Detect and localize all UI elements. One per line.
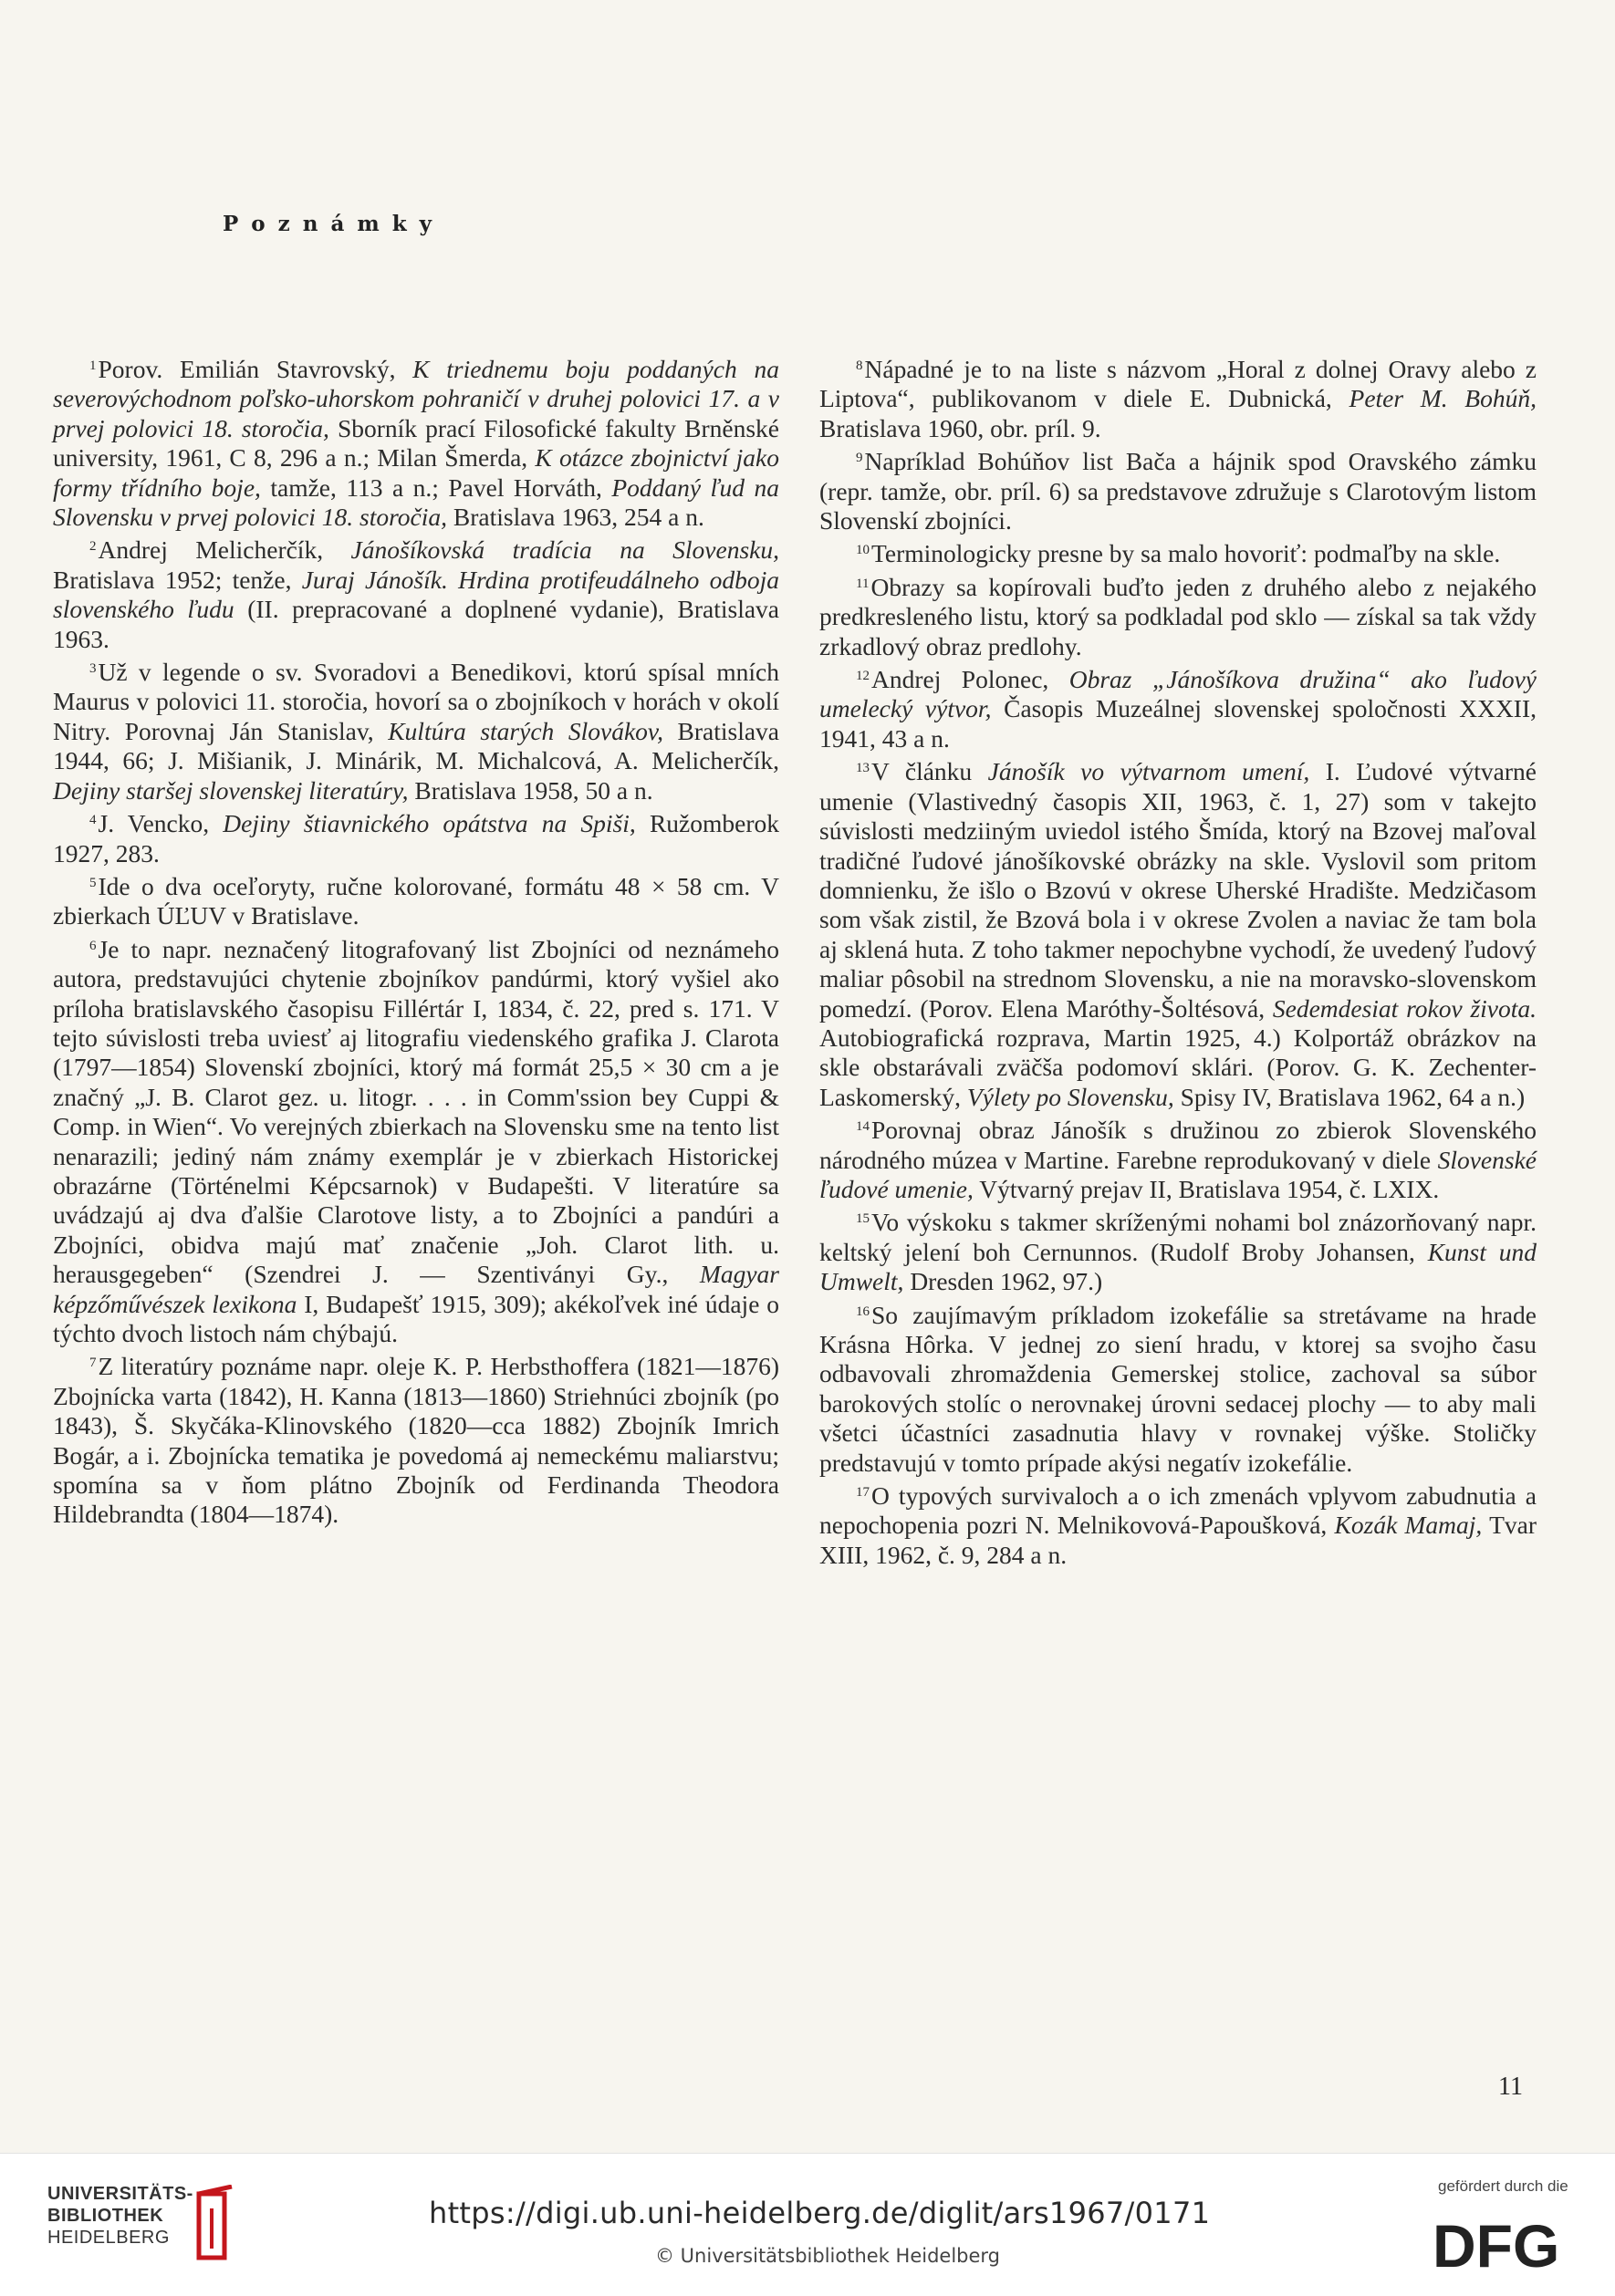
library-city: HEIDELBERG (47, 2228, 170, 2248)
footnote-text: Andrej Polonec, Obraz „Jánošíkova družina“ ako ľudový umelecký výtvor, Časopis Muzeálnej slovenskej spoločnosti XXXII, 1941, 43 a n. (819, 665, 1537, 753)
footnote-number: 16 (856, 1304, 870, 1319)
notes-column-right (819, 351, 1537, 1570)
footnote-text: Napríklad Bohúňov list Bača a hájnik spod Oravského zámku (repr. tamže, obr. príl. 6) sa predstavove združuje s Clarotovým listom Slovenskí zbojníci. (819, 447, 1537, 535)
library-name-line2: BIBLIOTHEK (47, 2206, 164, 2226)
footnote-12 (819, 661, 1537, 753)
footnote-text: Z literatúry poznáme napr. oleje K. P. Herbsthoffera (1821—1876) Zbojnícka varta (1842), H. Kanna (1813—1860) Striehnúci zbojník (po 1843), Š. Skyčáka-Klinovského (1820—cca 1882) Zbojník Imrich Bogár, a i. Zbojnícka tematika je povedomá aj nemeckému maliarstvu; spomína sa v ňom plátno Zbojník od Ferdinanda Theodora Hildebrandta (1804—1874). (53, 1352, 779, 1529)
footnote-number: 9 (856, 451, 863, 466)
library-emblem-icon (195, 2185, 237, 2263)
footnote-text: Obrazy sa kopírovali buďto jeden z druhého alebo z nejakého predkresleného listu, ktorý sa podkladal pod sklo — získal sa tak vždy zrkadlový obraz predlohy. (819, 572, 1537, 660)
footnote-1 (53, 351, 779, 532)
footnote-9 (819, 443, 1537, 535)
copyright-notice: © Universitätsbibliothek Heidelberg (655, 2245, 1001, 2267)
footnote-number: 6 (89, 938, 97, 953)
library-name-line1: UNIVERSITÄTS- (47, 2184, 193, 2204)
footnote-number: 5 (89, 875, 97, 890)
footnote-number: 15 (856, 1211, 870, 1227)
footnote-text: Porov. Emilián Stavrovský, K triednemu boju poddaných na severovýchodnom poľsko-uhorskom pohraničí v druhej polovici 17. a v prvej polovici 18. storočia, Sborník prací Filosofické fakulty Brněnské university, 1961, C 8, 296 a n.; Milan Šmerda, K otázce zbojnictví jako formy třídního boje, tamže, 113 a n.; Pavel Horváth, Poddaný ľud na Slovensku v prvej polovici 18. storočia, Bratislava 1963, 254 a n. (53, 355, 779, 532)
footnote-number: 14 (856, 1119, 870, 1135)
footnote-8 (819, 351, 1537, 443)
footnote-text: Porovnaj obraz Jánošík s družinou zo zbierok Slovenského národného múzea v Martine. Farebne reprodukovaný v diele Slovenské ľudové umenie, Výtvarný prejav II, Bratislava 1954, č. LXIX. (819, 1116, 1537, 1203)
footnote-text: Andrej Melicherčík, Jánošíkovská tradícia na Slovensku, Bratislava 1952; tenže, Juraj Jánošík. Hrdina protifeudálneho odboja slovenského ľudu (II. prepracované a doplnené vydanie), Bratislava 1963. (53, 535, 780, 653)
footnote-6 (53, 931, 779, 1349)
footnote-number: 3 (89, 661, 97, 677)
footnote-3 (53, 654, 779, 805)
footnote-17 (819, 1478, 1537, 1570)
footnote-11 (819, 569, 1537, 661)
footnote-number: 7 (89, 1356, 97, 1371)
footnote-number: 17 (856, 1485, 870, 1501)
footnote-16 (819, 1297, 1537, 1478)
footnote-number: 4 (89, 813, 97, 828)
footnote-text: So zaujímavým príkladom izokefálie sa stretávame na hrade Krásna Hôrka. V jednej zo siení hradu, v ktorej sa svojho času odbavovali zhromaždenia Gemerskej stolice, zachoval sa súbor barokových stolíc o nerovnakej úrovni sedacej plochy — to aby mali všetci účastníci zasadnutia hlavy v rovnakej výške. Stoličky predstavujú v tomto prípade akýsi negatív izokefálie. (819, 1300, 1537, 1477)
dfg-caption: gefördert durch die (1438, 2177, 1568, 2195)
page-number: 11 (1498, 2073, 1523, 2101)
footnote-14 (819, 1112, 1537, 1204)
footnote-number: 10 (856, 543, 870, 558)
dfg-logo-text: DFG (1433, 2214, 1560, 2278)
footnote-15 (819, 1204, 1537, 1296)
page-heading: P o z n á m k y (223, 212, 435, 236)
footnote-10 (819, 535, 1537, 568)
footnote-text: Už v legende o sv. Svoradovi a Benedikovi, ktorú spísal mních Maurus v polovici 11. storočia, hovorí sa o zbojníkoch v horách v okolí Nitry. Porovnaj Ján Stanislav, Kultúra starých Slovákov, Bratislava 1944, 66; J. Mišianik, J. Minárik, M. Michalcová, A. Melicherčík, Dejiny staršej slovenskej literatúry, Bratislava 1958, 50 a n. (53, 658, 779, 805)
footnote-text: Je to napr. neznačený litografovaný list Zbojníci od neznámeho autora, predstavujúci chytenie zbojníkov pandúrmi, ktorý vyšiel ako príloha bratislavského časopisu Fillértár I, 1834, č. 22, pred s. 171. V tejto súvislosti treba uviesť aj litografiu viedenského grafika J. Clarota (1797—1854) Slovenskí zbojníci, ktorý má formát 25,5 × 30 cm a je značný „J. B. Clarot gez. u. litogr. . . . in Comm'ssion bey Cuppi & Comp. in Wien“. Vo verejných zbierkach na Slovensku sme na tento list nenarazili; jediný nám známy exemplár je v zbierkach Historickej obrazárne (Történelmi Képcsarnok) v Budapešti. V literatúre sa uvádzajú aj dva ďalšie Clarotove listy, a to Zbojníci a pandúri a Zbojníci, obidva majú mať značenie „Joh. Clarot lith. u. herausgegeben“ (Szendrei J. — Szentiványi Gy., Magyar képzőművészek lexikona I, Budapešť 1915, 309); akékoľvek iné údaje o týchto dvoch listoch nám chýbajú. (53, 934, 779, 1347)
dfg-logo-mark-icon (1433, 2214, 1579, 2278)
footnote-number: 11 (856, 576, 870, 591)
footnote-number: 2 (89, 539, 97, 555)
footnote-text: J. Vencko, Dejiny štiavnického opátstva na Spiši, Ružomberok 1927, 283. (53, 809, 779, 867)
footnote-text: Vo výskoku s takmer skríženými nohami bol znázorňovaný napr. keltský jelení boh Cernunnos. (Rudolf Broby Johansen, Kunst und Umwelt, Dresden 1962, 97.) (819, 1208, 1537, 1296)
source-url-link[interactable]: https://digi.ub.uni-heidelberg.de/diglit/ars1967/0171 (429, 2196, 1211, 2230)
footnote-number: 12 (856, 669, 870, 684)
footnote-4 (53, 805, 779, 868)
footnote-text: V článku Jánošík vo výtvarnom umení, I. Ľudové výtvarné umenie (Vlastivedný časopis XII, 1963, č. 1, 27) som v takejto súvislosti medziiným uviedol istého Šmída, ktorý na Bzovej maľoval tradičné ľudové jánošíkovské obrázky na skle. Vyslovil som pritom domnienku, že išlo o Bzovú v okrese Uherské Hradište. Medzičasom som však zistil, že Bzová bola i v okrese Zvolen a naviac že tam bola aj sklená huta. Z toho takmer nepochybne vychodí, že uvedený ľudový maliar pôsobil na strednom Slovensku, a nie na moravsko-slovenskom pomedzí. (Porov. Elena Maróthy-Šoltésová, Sedemdesiat rokov života. Autobiografická rozprava, Martin 1925, 4.) Kolportáž obrázkov na skle obstarávali zväčša podomoví sklári. (Porov. G. K. Zechenter-Laskomerský, Výlety po Slovensku, Spisy IV, Bratislava 1962, 64 a n.) (819, 757, 1537, 1111)
footnote-5 (53, 868, 779, 931)
footnote-number: 13 (856, 761, 870, 776)
footnote-number: 1 (89, 358, 97, 373)
footnote-text: Nápadné je to na liste s názvom „Horal z dolnej Oravy alebo z Liptova“, publikovanom v diele E. Dubnická, Peter M. Bohúň, Bratislava 1960, obr. príl. 9. (819, 355, 1537, 442)
dfg-logo[interactable] (1433, 2174, 1579, 2283)
footnote-text: Terminologicky presne by sa malo hovoriť: podmaľby na skle. (871, 539, 1501, 568)
digitization-footer (0, 2153, 1615, 2296)
footnote-2 (53, 532, 779, 654)
footnote-number: 8 (856, 358, 863, 373)
notes-column-left (53, 351, 779, 1530)
university-library-logo[interactable] (38, 2181, 239, 2281)
footnote-text: Ide o dva oceľoryty, ručne kolorované, formátu 48 × 58 cm. V zbierkach ÚĽUV v Bratislave. (53, 871, 779, 930)
footnote-7 (53, 1348, 779, 1529)
footnote-text: O typových survivaloch a o ich zmenách vplyvom zabudnutia a nepochopenia pozri N. Melnikovová-Papoušková, Kozák Mamaj, Tvar XIII, 1962, č. 9, 284 a n. (819, 1481, 1537, 1569)
footnote-13 (819, 753, 1537, 1112)
